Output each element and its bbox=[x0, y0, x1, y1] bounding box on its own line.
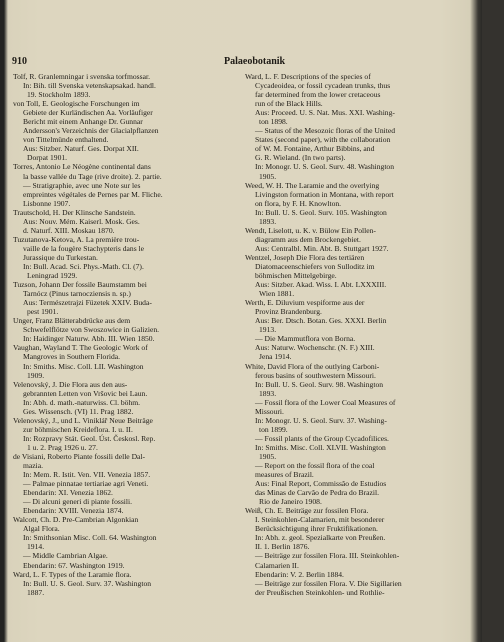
entry-line: States (second paper), with the collaboration bbox=[255, 135, 391, 145]
entry-line: Ebendarin: V. 2. Berlin 1884. bbox=[255, 569, 344, 579]
entry-line: In: Bih. till Svenska vetenskapsakad. handl. bbox=[23, 81, 156, 91]
entry-line: Unger, Franz Blätterabdrücke aus dem bbox=[13, 316, 131, 326]
entry-line: Aus: Sitzber. Akad. Wiss. I. Abt. LXXXIII. bbox=[255, 280, 387, 290]
bibliography-entry bbox=[13, 316, 229, 343]
entry-line: run of the Black Hills. bbox=[255, 99, 323, 109]
entry-line: böhmischen Mittelgebirge. bbox=[255, 271, 337, 281]
bibliography-entry bbox=[245, 253, 461, 298]
entry-line: G. R. Wieland. (In two parts). bbox=[255, 153, 346, 163]
entry-line: la basse vallée du Tage (rive droite). 2. partie. bbox=[23, 171, 162, 181]
entry-line: Aus: Ber. Dtsch. Botan. Ges. XXXI. Berlin bbox=[255, 316, 387, 326]
entry-line: Berücksichtigung ihrer Fruktifikationen. bbox=[255, 524, 378, 534]
entry-line: — Die Mammutflora von Borna. bbox=[255, 334, 356, 344]
entry-line: Leningrad 1929. bbox=[27, 271, 78, 281]
entry-line: Vaughan, Wayland T. The Geologic Work of bbox=[13, 343, 148, 353]
entry-line: II. 1. Berlin 1876. bbox=[255, 542, 310, 552]
entry-line: — Beiträge zur fossilen Flora. III. Steinkohlen- bbox=[255, 551, 400, 561]
bibliography-entry bbox=[13, 515, 229, 569]
bibliography-entry bbox=[13, 235, 229, 280]
entry-line: In: Abh. d. math.-naturwiss. Cl. böhm. bbox=[23, 397, 141, 407]
entry-line: — Stratigraphie, avec une Note sur les bbox=[23, 180, 141, 190]
entry-line: Missouri. bbox=[255, 406, 284, 416]
entry-line: Werth, E. Diluvium vespiforme aus der bbox=[245, 298, 365, 308]
left-column bbox=[13, 72, 229, 597]
bibliography-entry bbox=[245, 72, 461, 181]
right-column bbox=[245, 72, 461, 597]
entry-line: Weiß, Ch. E. Beiträge zur fossilen Flora. bbox=[245, 506, 369, 516]
entry-line: In: Smiths. Misc. Coll. LII. Washington bbox=[23, 361, 144, 371]
entry-line: das Minas de Carvão de Pedra do Brazil. bbox=[255, 488, 379, 498]
entry-line: Walcott, Ch. D. Pre-Cambrian Algonkian bbox=[13, 515, 139, 525]
entry-line: In: Haidinger Naturw. Abh. III. Wien 1850. bbox=[23, 334, 155, 344]
entry-line: Jena 1914. bbox=[259, 352, 292, 362]
entry-line: Velenovský, J., und L. Viniklář Neue Beiträge bbox=[13, 415, 153, 425]
entry-line: White, David Flora of the outlying Carboni- bbox=[245, 361, 380, 371]
entry-line: — Status of the Mesozoic floras of the United bbox=[255, 126, 396, 136]
entry-line: ton 1898. bbox=[259, 117, 288, 127]
bibliography-entry bbox=[13, 99, 229, 162]
entry-line: 1905. bbox=[259, 451, 277, 461]
entry-line: Tuzson, Johann Der fossile Baumstamm bei bbox=[13, 280, 147, 290]
entry-line: — Middle Cambrian Algae. bbox=[23, 551, 108, 561]
bibliography-entry bbox=[13, 162, 229, 207]
entry-line: In: Smiths. Misc. Coll. XLVII. Washington bbox=[255, 442, 386, 452]
bibliography-entry bbox=[13, 452, 229, 515]
entry-line: far determined from the lower cretaceous bbox=[255, 90, 381, 100]
entry-line: In: Rozpravy Stát. Geol. Úst. Českosl. Rep. bbox=[23, 433, 156, 443]
bibliography-entry bbox=[13, 416, 229, 452]
entry-line: Bericht mit einem Anhange Dr. Gunnar bbox=[23, 117, 143, 127]
entry-line: Aus: Természetrajzi Füzetek XXIV. Buda- bbox=[23, 298, 152, 308]
entry-line: In: Monogr. U. S. Geol. Surv. 48. Washington bbox=[255, 162, 395, 172]
entry-line: Wien 1881. bbox=[259, 289, 295, 299]
page-edge bbox=[482, 0, 504, 642]
entry-line: diagramm aus dem Brockengebiet. bbox=[255, 234, 361, 244]
entry-line: — Fossil flora of the Lower Coal Measures of bbox=[255, 397, 396, 407]
entry-line: I. Steinkohlen-Calamarien, mit besonderer bbox=[255, 515, 385, 525]
entry-line: Schwefelflötze von Swoszowice in Galizien. bbox=[23, 325, 160, 335]
bibliography-entry bbox=[13, 380, 229, 416]
bibliography-entry bbox=[13, 72, 229, 99]
bibliography-entry bbox=[245, 506, 461, 596]
entry-line: Ward, L. F. Descriptions of the species of bbox=[245, 72, 371, 81]
entry-line: In: Bull. U. S. Geol. Surv. 37. Washington bbox=[23, 578, 152, 588]
entry-line: Mangroves in Southern Florida. bbox=[23, 352, 121, 362]
entry-line: 19. Stockholm 1893. bbox=[27, 90, 91, 100]
bibliography-entry bbox=[245, 298, 461, 361]
entry-line: Ges. Wissensch. (VI) 11. Prag 1882. bbox=[23, 406, 134, 416]
entry-line: Livingston formation in Montana, with report bbox=[255, 189, 394, 199]
entry-line: In: Bull. U. S. Geol. Surv. 98. Washington bbox=[255, 379, 384, 389]
entry-line: d. Naturf. XIII. Moskau 1870. bbox=[23, 225, 115, 235]
bibliography-entry bbox=[13, 280, 229, 316]
entry-line: Aus: Naturw. Wochenschr. (N. F.) XIII. bbox=[255, 343, 375, 353]
entry-line: Provinz Brandenburg. bbox=[255, 307, 322, 317]
entry-line: — Palmae pinnatae tertiariae agri Veneti. bbox=[23, 479, 149, 489]
entry-line: — Beiträge zur fossilen Flora. V. Die Sigillarien bbox=[255, 578, 402, 588]
entry-line: ton 1899. bbox=[259, 424, 288, 434]
entry-line: In: Bull. U. S. Geol. Surv. 105. Washington bbox=[255, 207, 387, 217]
entry-line: Ebendarin: XI. Venezia 1862. bbox=[23, 488, 113, 498]
entry-line: Lisbonne 1907. bbox=[23, 198, 71, 208]
entry-line: von Toll, E. Geologische Forschungen im bbox=[13, 99, 140, 109]
entry-line: vaille de la fougère Stachypteris dans le bbox=[23, 243, 145, 253]
bibliography-entry bbox=[245, 362, 461, 507]
entry-line: 1 u. 2. Prag 1926 u. 27. bbox=[27, 442, 98, 452]
entry-line: In: Monogr. U. S. Geol. Surv. 37. Washing- bbox=[255, 415, 387, 425]
running-title: Palaeobotanik bbox=[224, 56, 286, 67]
entry-line: In: Smithsonian Misc. Coll. 64. Washington bbox=[23, 533, 157, 543]
entry-line: Gebiete der Kurländischen Aa. Vorläufiger bbox=[23, 108, 153, 118]
entry-line: empreintes végétales de Pernes par M. Fliche. bbox=[23, 189, 163, 199]
entry-line: pest 1901. bbox=[27, 307, 59, 317]
entry-line: on flora, by F. H. Knowlton. bbox=[255, 198, 342, 208]
entry-line: Aus: Centralbl. Min. Abt. B. Stuttgart 1927. bbox=[255, 243, 389, 253]
bibliography-entry bbox=[13, 570, 229, 597]
entry-line: Tuzutanova-Ketova, A. La première trou- bbox=[13, 234, 140, 244]
entry-line: Calamarien II. bbox=[255, 560, 299, 570]
entry-line: 1887. bbox=[27, 587, 45, 597]
entry-line: — Di alcuni generi di piante fossili. bbox=[23, 497, 133, 507]
entry-line: Aus: Proceed. U. S. Nat. Mus. XXI. Washing- bbox=[255, 108, 395, 118]
entry-line: der Preußischen Steinkohlen- und Rothlie- bbox=[255, 587, 385, 597]
entry-line: Aus: Sitzber. Naturf. Ges. Dorpat XII. bbox=[23, 144, 139, 154]
entry-line: Algal Flora. bbox=[23, 524, 60, 534]
entry-line: Dorpat 1901. bbox=[27, 153, 68, 163]
page-number: 910 bbox=[12, 56, 27, 67]
entry-line: Ebendarin: 67. Washington 1919. bbox=[23, 560, 125, 570]
bibliography-entry bbox=[13, 208, 229, 235]
entry-line: ferous basins of southwestern Missouri. bbox=[255, 370, 376, 380]
entry-line: Trautschold, H. Der Klinsche Sandstein. bbox=[13, 207, 136, 217]
bibliography-entry bbox=[13, 343, 229, 379]
entry-line: measures of Brazil. bbox=[255, 470, 314, 480]
entry-line: In: Abh. z. geol. Spezialkarte von Preußen. bbox=[255, 533, 386, 543]
entry-line: Tarnócz (Pinus tarnocziensis n. sp.) bbox=[23, 289, 131, 299]
entry-line: Andersson's Verzeichnis der Glacialpflanzen bbox=[23, 126, 159, 136]
entry-line: In: Bull. Acad. Sci. Phys.-Math. Cl. (7). bbox=[23, 261, 144, 271]
entry-line: 1905. bbox=[259, 171, 277, 181]
entry-line: Aus: Nouv. Mém. Kaiserl. Mosk. Ges. bbox=[23, 216, 140, 226]
entry-line: — Fossil plants of the Group Cycadofilices. bbox=[255, 433, 389, 443]
entry-line: Wentzel, Joseph Die Flora des tertiären bbox=[245, 252, 365, 262]
entry-line: Torres, Antonio Le Néogène continental dans bbox=[13, 162, 151, 172]
entry-line: 1909. bbox=[27, 370, 45, 380]
entry-line: Ebendarin: XVIII. Venezia 1874. bbox=[23, 506, 124, 516]
entry-line: de Visiani, Roberto Piante fossili delle Dal- bbox=[13, 451, 146, 461]
entry-line: 1893. bbox=[259, 388, 277, 398]
entry-line: Diatomaceenschiefers von Sulloditz im bbox=[255, 261, 375, 271]
entry-line: gebrannten Letten von Vršovic bei Laun. bbox=[23, 388, 148, 398]
entry-line: — Report on the fossil flora of the coal bbox=[255, 461, 375, 471]
bibliography-entry bbox=[245, 226, 461, 253]
entry-line: Ward, L. F. Types of the Laramie flora. bbox=[13, 569, 132, 579]
entry-line: Aus: Final Report, Commissão de Estudios bbox=[255, 479, 387, 489]
entry-line: von Tittelmünde enthaltend. bbox=[23, 135, 109, 145]
entry-line: Rio de Janeiro 1908. bbox=[259, 497, 322, 507]
entry-line: mazia. bbox=[23, 461, 44, 471]
entry-line: Weed, W. H. The Laramie and the overlying bbox=[245, 180, 380, 190]
entry-line: In: Mem. R. Istit. Ven. VII. Venezia 1857. bbox=[23, 470, 151, 480]
entry-line: of W. M. Fontaine, Arthur Bibbins, and bbox=[255, 144, 375, 154]
entry-line: 1913. bbox=[259, 325, 277, 335]
entry-line: Wendt, Liselott, u. K. v. Bülow Ein Pollen- bbox=[245, 225, 376, 235]
page-header bbox=[12, 56, 464, 70]
entry-line: 1893. bbox=[259, 216, 277, 226]
entry-line: 1914. bbox=[27, 542, 45, 552]
entry-line: Jurassique du Turkestan. bbox=[23, 252, 98, 262]
entry-line: Tolf, R. Granlemningar i svenska torfmossar. bbox=[13, 72, 150, 81]
entry-line: Velenovský, J. Die Flora aus den aus- bbox=[13, 379, 128, 389]
bibliography-entry bbox=[245, 181, 461, 226]
entry-line: Cycadeoidea, or fossil cycadean trunks, thus bbox=[255, 81, 391, 91]
entry-line: zur böhmischen Kreideflora. I. u. II. bbox=[23, 424, 133, 434]
